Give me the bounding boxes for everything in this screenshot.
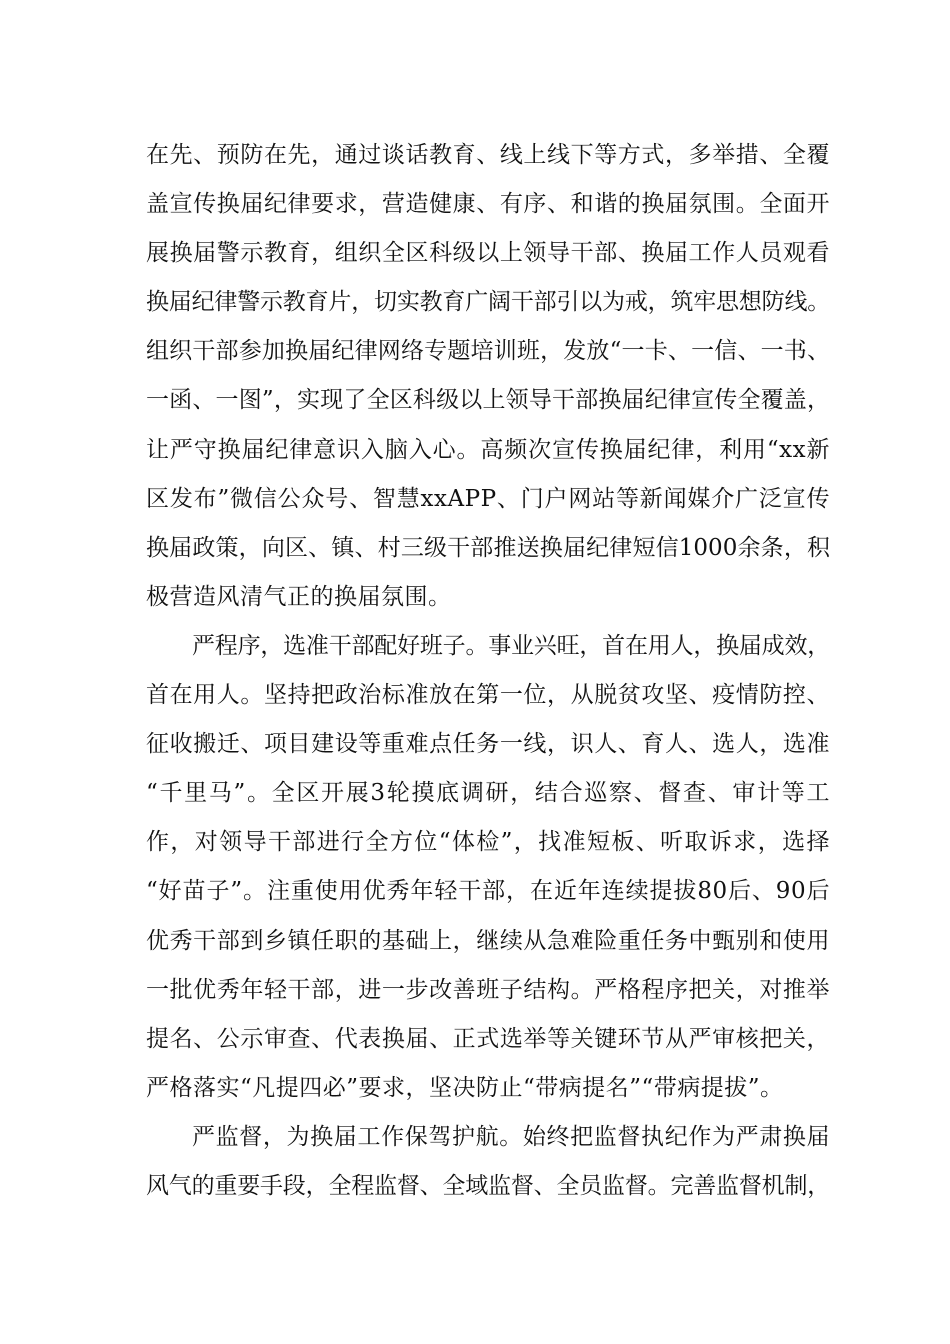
text-line: 组织干部参加换届纪律网络专题培训班，发放“一卡、一信、一书、 — [146, 338, 830, 365]
text-line: 一函、一图”，实现了全区科级以上领导干部换届纪律宣传全覆盖， — [146, 387, 830, 414]
paragraph-first-line: 严程序，选准干部配好班子。事业兴旺，首在用人，换届成效， — [192, 632, 830, 659]
text-line: 展换届警示教育，组织全区科级以上领导干部、换届工作人员观看 — [146, 240, 830, 267]
text-line: 一批优秀年轻干部，进一步改善班子结构。严格程序把关，对推举 — [146, 976, 830, 1003]
text-line: “千里马”。全区开展3轮摸底调研，结合巡察、督查、审计等工 — [146, 780, 830, 807]
text-line: 换届政策，向区、镇、村三级干部推送换届纪律短信1000余条，积 — [146, 534, 830, 561]
text-line: 首在用人。坚持把政治标准放在第一位，从脱贫攻坚、疫情防控、 — [146, 682, 830, 709]
text-line: 严格落实“凡提四必”要求，坚决防止“带病提名”“带病提拔”。 — [146, 1074, 784, 1101]
text-line: 在先、预防在先，通过谈话教育、线上线下等方式，多举措、全覆 — [146, 142, 830, 168]
paragraph-1 — [146, 131, 830, 622]
text-line: 让严守换届纪律意识入脑入心。高频次宣传换届纪律，利用“xx新 — [146, 436, 830, 463]
text-line: 风气的重要手段，全程监督、全域监督、全员监督。完善监督机制， — [146, 1172, 830, 1199]
text-line: 提名、公示审查、代表换届、正式选举等关键环节从严审核把关， — [146, 1025, 830, 1052]
text-line: 盖宣传换届纪律要求，营造健康、有序、和谐的换届氛围。全面开 — [146, 191, 830, 218]
text-line: “好苗子”。注重使用优秀年轻干部，在近年连续提拔80后、90后 — [146, 878, 830, 905]
text-line: 极营造风清气正的换届氛围。 — [146, 583, 452, 610]
text-line: 征收搬迁、项目建设等重难点任务一线，识人、育人、选人，选准 — [146, 731, 830, 758]
text-line: 优秀干部到乡镇任职的基础上，继续从急难险重任务中甄别和使用 — [146, 927, 830, 954]
paragraph-first-line: 严监督，为换届工作保驾护航。始终把监督执纪作为严肃换届 — [192, 1123, 830, 1150]
text-line: 换届纪律警示教育片，切实教育广阔干部引以为戒，筑牢思想防线。 — [146, 289, 830, 316]
text-line: 区发布”微信公众号、智慧xxAPP、门户网站等新闻媒介广泛宣传 — [146, 485, 830, 512]
paragraph-3 — [146, 1113, 830, 1211]
document-body — [146, 131, 830, 1211]
text-line: 作，对领导干部进行全方位“体检”，找准短板、听取诉求，选择 — [146, 829, 830, 856]
paragraph-2 — [146, 622, 830, 1113]
